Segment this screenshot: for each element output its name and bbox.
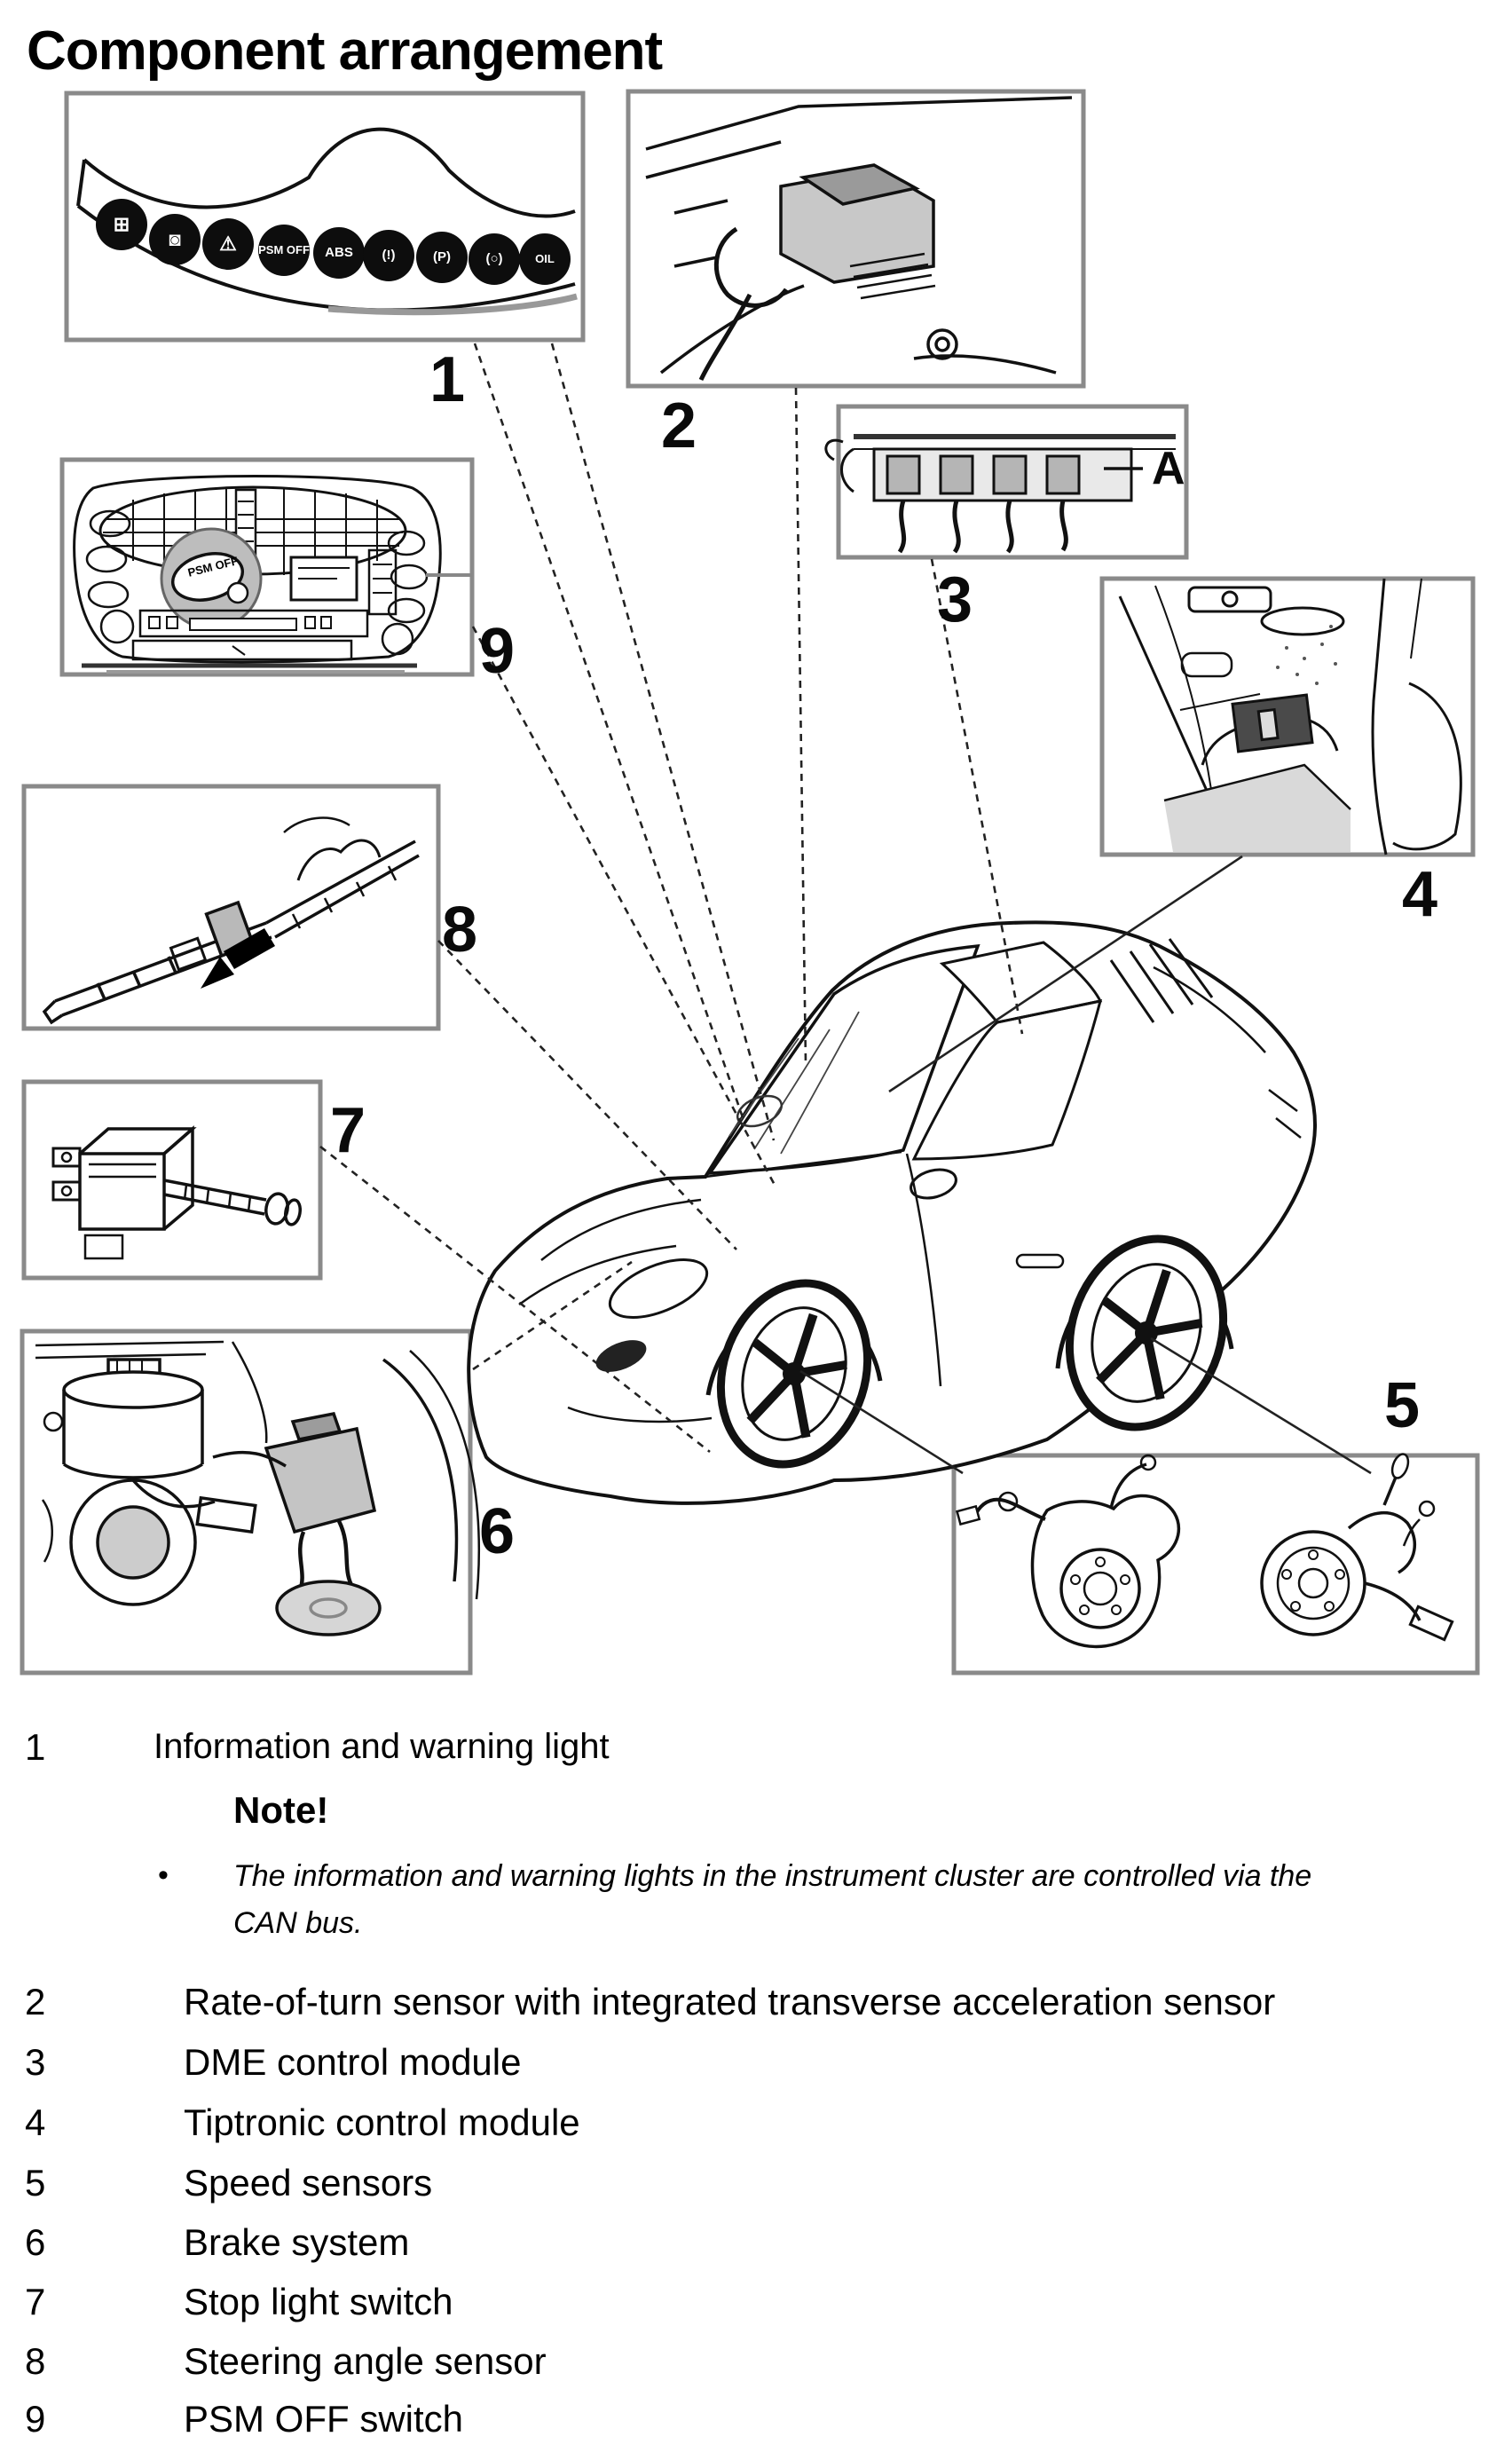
note-line-2: CAN bus.: [233, 1905, 363, 1940]
brake-warning-icon: (!): [363, 230, 414, 281]
brake-pad-icon: ◙: [149, 214, 201, 265]
note-text: [233, 1853, 1422, 1946]
parking-brake-icon: (P): [416, 232, 468, 283]
legend-num-8: 8: [25, 2340, 46, 2382]
legend-num-7: 7: [25, 2281, 46, 2322]
leader-1a: [475, 343, 744, 1120]
callout-3: 3: [937, 564, 973, 635]
car-illustration: [469, 922, 1315, 1502]
legend-item-8: Steering angle sensor: [184, 2340, 547, 2382]
warning-triangle-icon: ⚠: [202, 218, 254, 270]
legend-num-2: 2: [25, 1981, 46, 2022]
legend-item-9: PSM OFF switch: [184, 2398, 464, 2440]
psm-off-button-label: PSM OFF: [186, 554, 240, 580]
callout-6: 6: [479, 1496, 516, 1567]
leader-1b: [552, 343, 774, 1140]
abs-icon: ABS: [313, 227, 365, 279]
note-title: Note!: [233, 1789, 329, 1831]
legend-num-9: 9: [25, 2398, 46, 2440]
leader-2: [796, 388, 806, 1063]
callout-7: 7: [330, 1095, 366, 1166]
legend-num-4: 4: [25, 2101, 46, 2143]
legend-item-1: Information and warning light: [154, 1727, 610, 1766]
brake-circle-icon: (○): [469, 233, 520, 285]
callout-9: 9: [479, 616, 516, 687]
note-line-1: The information and warning lights in the instrument cluster are controlled via the: [233, 1859, 1312, 1893]
page-title: Component arrangement: [27, 20, 663, 82]
legend-num-3: 3: [25, 2041, 46, 2083]
inset-7-frame: [24, 1082, 320, 1278]
legend-item-7: Stop light switch: [184, 2281, 453, 2322]
callout-2: 2: [661, 390, 697, 461]
legend-num-6: 6: [25, 2221, 46, 2263]
callout-4: 4: [1402, 859, 1438, 930]
callout-A: A: [1152, 443, 1185, 494]
callout-5: 5: [1384, 1370, 1421, 1441]
oil-pressure-icon: OIL: [519, 233, 571, 285]
legend-item-3: DME control module: [184, 2041, 522, 2083]
legend-item-6: Brake system: [184, 2221, 410, 2263]
callout-1: 1: [429, 344, 466, 415]
callout-8: 8: [442, 895, 478, 966]
legend-item-4: Tiptronic control module: [184, 2101, 580, 2143]
legend-num-1: 1: [25, 1726, 46, 1768]
leader-9: [473, 627, 776, 1187]
psm-off-icon: PSM OFF: [258, 225, 310, 276]
legend-item-5: Speed sensors: [184, 2162, 433, 2204]
legend-num-5: 5: [25, 2162, 46, 2204]
battery-icon: ⊞: [96, 199, 147, 250]
note-bullet: •: [158, 1858, 169, 1892]
legend-item-2: Rate-of-turn sensor with integrated transverse acceleration sensor: [184, 1981, 1276, 2022]
